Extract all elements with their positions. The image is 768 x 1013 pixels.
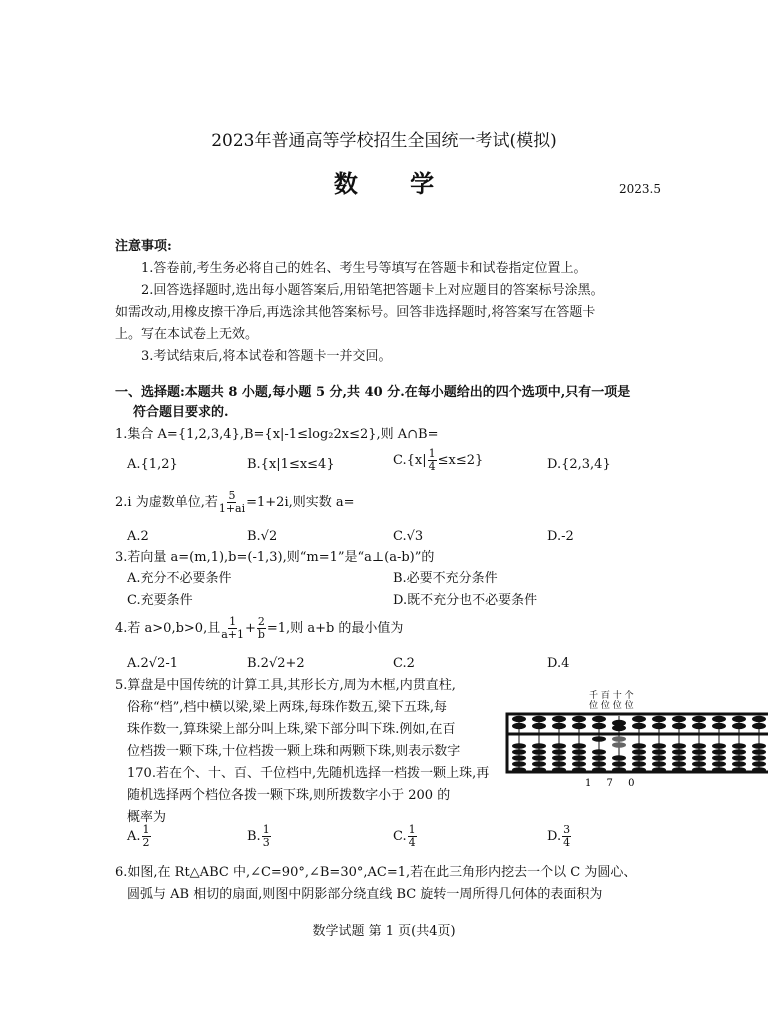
abacus-bead: [672, 743, 686, 749]
q2-option-c: C.√3: [393, 529, 424, 544]
abacus-bead: [672, 716, 686, 722]
question-6-line: 6.如图,在 Rt△ABC 中,∠C=90°,∠B=30°,AC=1,若在此三角形内挖去一个以 C 为圆心、: [115, 865, 637, 880]
abacus-bead: [672, 723, 686, 729]
abacus-bead: [512, 716, 526, 722]
q2-option-b: B.√2: [247, 529, 278, 544]
abacus-bead: [652, 743, 666, 749]
abacus-bead: [512, 761, 526, 767]
abacus-bead: [692, 723, 706, 729]
abacus-bead: [512, 723, 526, 729]
abacus-bead: [632, 749, 646, 755]
abacus-bead: [532, 761, 546, 767]
abacus-value-label: 1 7 0: [585, 778, 641, 789]
abacus-bead: [532, 755, 546, 761]
q1-option-c: C.{x| $\frac{1}{4}$ ≤x≤2}: [393, 447, 484, 473]
q1-option-d: D.{2,3,4}: [547, 457, 611, 472]
question-5-line: 170.若在个、十、百、千位档中,先随机选择一档拨一颗上珠,再: [127, 766, 490, 781]
abacus-bead: [712, 761, 726, 767]
exam-date: 2023.5: [619, 182, 661, 196]
q3-option-d: D.既不充分也不必要条件: [393, 593, 538, 608]
abacus-bead: [592, 749, 606, 755]
abacus-bead: [712, 767, 726, 773]
abacus-bead: [612, 755, 626, 761]
notice-item: 2.回答选择题时,选出每小题答案后,用铅笔把答题卡上对应题目的答案标号涂黑。: [141, 283, 604, 298]
abacus-bead: [652, 755, 666, 761]
abacus-bead: [632, 723, 646, 729]
abacus-bead: [732, 723, 746, 729]
abacus-bead: [712, 716, 726, 722]
abacus-bead: [532, 767, 546, 773]
q4-option-c: C.2: [393, 656, 415, 671]
abacus-bead: [512, 743, 526, 749]
abacus-bead: [512, 749, 526, 755]
question-5-line: 位档拨一颗下珠,十位档拨一颗上珠和两颗下珠,则表示数字: [127, 744, 461, 759]
abacus-bead: [592, 761, 606, 767]
abacus-bead: [572, 716, 586, 722]
abacus-bead: [692, 716, 706, 722]
question-5-line: 珠作数一,算珠梁上部分叫上珠,梁下部分叫下珠.例如,在百: [127, 722, 456, 737]
abacus-bead: [652, 716, 666, 722]
q4-option-a: A.2√2-1: [127, 656, 179, 671]
abacus-bead: [732, 761, 746, 767]
abacus-bead: [652, 749, 666, 755]
abacus-bead: [752, 755, 766, 761]
abacus-bead: [572, 761, 586, 767]
question-6-line: 圆弧与 AB 相切的扇面,则图中阴影部分绕直线 BC 旋转一周所得几何体的表面积为: [127, 887, 603, 902]
page-footer: 数学试题 第 1 页(共4页): [312, 924, 456, 939]
abacus-bead: [552, 755, 566, 761]
abacus-bead: [732, 716, 746, 722]
abacus-bead: [512, 767, 526, 773]
abacus-bead: [552, 723, 566, 729]
abacus-bead: [612, 725, 626, 731]
q5-option-a: A. $\frac{1}{2}$: [127, 823, 150, 849]
abacus-bead: [592, 755, 606, 761]
abacus-bead: [572, 767, 586, 773]
abacus-bead: [612, 742, 626, 748]
abacus-bead: [672, 749, 686, 755]
abacus-bead: [652, 767, 666, 773]
abacus-bead: [552, 767, 566, 773]
abacus-bead: [532, 749, 546, 755]
notice-item: 如需改动,用橡皮擦干净后,再选涂其他答案标号。回答非选择题时,将答案写在答题卡: [115, 305, 596, 320]
abacus-bead: [632, 761, 646, 767]
q3-option-a: A.充分不必要条件: [127, 571, 232, 586]
abacus-bead: [632, 755, 646, 761]
abacus-bead: [752, 743, 766, 749]
abacus-bead: [672, 761, 686, 767]
abacus-bead: [512, 755, 526, 761]
abacus-bead: [532, 716, 546, 722]
abacus-bead: [752, 767, 766, 773]
notice-item: 3.考试结束后,将本试卷和答题卡一并交回。: [141, 349, 392, 364]
question-5-line: 随机选择两个档位各拨一颗下珠,则所拨数字小于 200 的: [127, 788, 451, 803]
abacus-bead: [532, 723, 546, 729]
notice-item: 1.答卷前,考生务必将自己的姓名、考生号等填写在答题卡和试卷指定位置上。: [141, 261, 587, 276]
q2-option-a: A.2: [127, 529, 149, 544]
question-1-stem: 1.集合 A={1,2,3,4},B={x|-1≤log₂2x≤2},则 A∩B=: [115, 427, 439, 442]
abacus-bead: [692, 749, 706, 755]
abacus-place-label: 千 百 十 个: [589, 691, 634, 701]
q1-option-b: B.{x|1≤x≤4}: [247, 457, 335, 472]
exam-title: 2023年普通高等学校招生全国统一考试(模拟): [211, 131, 557, 151]
q1-option-a: A.{1,2}: [127, 457, 178, 472]
question-4-stem: 4.若 a>0,b>0,且 $\frac{1}{a+1}$ + $\frac{2}{b}$ =1,则 a+b 的最小值为: [115, 615, 404, 641]
abacus-bead: [592, 716, 606, 722]
section-heading-cont: 符合题目要求的.: [133, 405, 229, 420]
abacus-bead: [592, 767, 606, 773]
abacus-bead: [592, 736, 606, 742]
abacus-bead: [692, 767, 706, 773]
abacus-bead: [612, 736, 626, 742]
q3-option-b: B.必要不充分条件: [393, 571, 498, 586]
abacus-bead: [692, 755, 706, 761]
abacus-bead: [752, 749, 766, 755]
question-3-stem: 3.若向量 a=(m,1),b=(-1,3),则“m=1”是“a⊥(a-b)”的: [115, 550, 435, 565]
abacus-bead: [752, 723, 766, 729]
abacus-bead: [632, 767, 646, 773]
abacus-bead: [712, 723, 726, 729]
abacus-bead: [712, 749, 726, 755]
abacus-bead: [752, 761, 766, 767]
abacus-bead: [752, 716, 766, 722]
abacus-bead: [572, 743, 586, 749]
q3-option-c: C.充要条件: [127, 593, 193, 608]
notice-item: 上。写在本试卷上无效。: [115, 327, 259, 342]
abacus-bead: [672, 767, 686, 773]
question-5-line: 概率为: [127, 810, 167, 825]
q5-option-d: D. $\frac{3}{4}$: [547, 823, 571, 849]
abacus-bead: [612, 761, 626, 767]
abacus-bead: [732, 767, 746, 773]
abacus-bead: [572, 723, 586, 729]
question-5-line: 俗称“档”,档中横以梁,梁上两珠,每珠作数五,梁下五珠,每: [127, 700, 447, 715]
abacus-bead: [572, 755, 586, 761]
abacus-figure: [505, 690, 768, 790]
q2-option-d: D.-2: [547, 529, 574, 544]
abacus-bead: [592, 723, 606, 729]
abacus-bead: [732, 749, 746, 755]
abacus-bead: [712, 743, 726, 749]
abacus-bead: [632, 716, 646, 722]
q5-option-c: C. $\frac{1}{4}$: [393, 823, 416, 849]
abacus-bead: [552, 743, 566, 749]
q4-option-d: D.4: [547, 656, 570, 671]
abacus-bead: [552, 761, 566, 767]
abacus-bead: [732, 755, 746, 761]
abacus-bead: [692, 743, 706, 749]
notice-heading: 注意事项:: [115, 239, 172, 254]
abacus-bead: [732, 743, 746, 749]
abacus-bead: [552, 749, 566, 755]
abacus-bead: [552, 716, 566, 722]
abacus-bead: [692, 761, 706, 767]
question-2-stem: 2.i 为虚数单位,若 $\frac{5}{1+ai}$ =1+2i,则实数 a=: [115, 489, 355, 515]
abacus-bead: [672, 755, 686, 761]
abacus-bead: [652, 723, 666, 729]
abacus-bead: [712, 755, 726, 761]
abacus-bead: [572, 749, 586, 755]
q4-option-b: B.2√2+2: [247, 656, 305, 671]
abacus-bead: [632, 743, 646, 749]
q5-option-b: B. $\frac{1}{3}$: [247, 823, 270, 849]
abacus-bead: [532, 743, 546, 749]
question-5-line: 5.算盘是中国传统的计算工具,其形长方,周为木框,内贯直柱,: [115, 678, 456, 693]
abacus-bead: [652, 761, 666, 767]
abacus-place-label: 位 位 位 位: [589, 701, 634, 711]
abacus-bead: [612, 767, 626, 773]
subject-title: 数 学: [333, 169, 457, 198]
section-heading: 一、选择题:本题共 8 小题,每小题 5 分,共 40 分.在每小题给出的四个选项中,只有一项是: [115, 385, 631, 400]
